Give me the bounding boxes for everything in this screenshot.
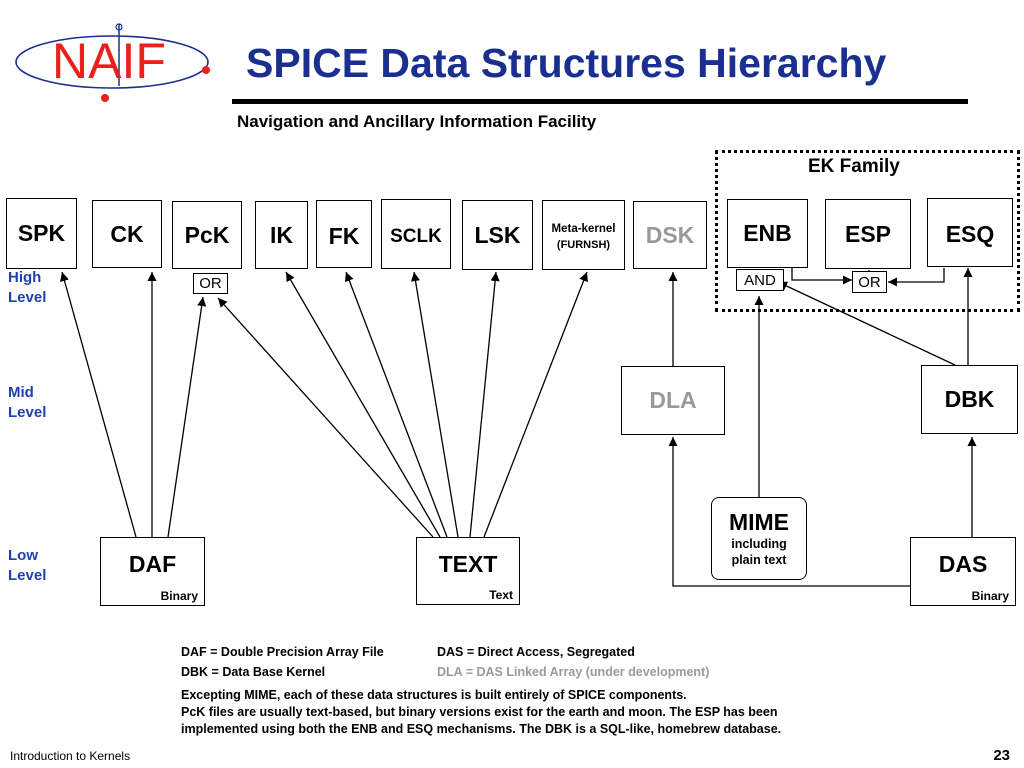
spk-label: SPK xyxy=(17,220,66,246)
enb-box xyxy=(727,199,808,268)
pck-or-box xyxy=(193,273,228,294)
ck-label: CK xyxy=(110,220,144,247)
sclk-box xyxy=(381,199,451,269)
footer-title: Introduction to Kernels xyxy=(10,749,131,763)
lsk-label: LSK xyxy=(474,221,521,248)
arrow-text-sclk xyxy=(414,272,458,537)
ik-label: IK xyxy=(270,221,293,248)
dla-label: DLA xyxy=(649,387,697,413)
page-number: 23 xyxy=(993,747,1010,764)
mime-sublabel-2: plain text xyxy=(731,553,787,567)
legend-daf: DAF = Double Precision Array File xyxy=(181,645,384,659)
note-line-1: Excepting MIME, each of these data structures is built entirely of SPICE components. xyxy=(181,688,687,702)
ek-or-box xyxy=(852,271,887,293)
esq-box xyxy=(927,198,1013,267)
level-label-high: High Level xyxy=(8,269,47,306)
dsk-box xyxy=(633,201,707,269)
logo-text: NAIF xyxy=(52,33,166,89)
dbk-label: DBK xyxy=(944,386,995,412)
esp-label: ESP xyxy=(844,220,892,247)
ck-box xyxy=(92,200,162,268)
legend-dla: DLA = DAS Linked Array (under development) xyxy=(437,665,710,679)
arrow-daf-pck xyxy=(168,297,203,537)
das-label: DAS xyxy=(938,551,988,577)
footnotes xyxy=(181,687,981,738)
esp-box xyxy=(825,199,911,269)
meta-kernel-label: Meta-kernel xyxy=(551,223,616,235)
and-box xyxy=(736,269,784,291)
pck-box xyxy=(172,201,242,269)
page-title: SPICE Data Structures Hierarchy xyxy=(246,40,887,86)
dla-box xyxy=(621,366,725,435)
arrow-text-lsk xyxy=(470,272,496,537)
arrow-text-ik xyxy=(286,272,440,537)
ik-box xyxy=(255,201,308,269)
das-box xyxy=(910,537,1016,606)
and-label: AND xyxy=(744,271,776,289)
enb-label: ENB xyxy=(743,220,792,246)
spk-box xyxy=(6,198,77,269)
text-sublabel: Text xyxy=(489,588,513,602)
text-label: TEXT xyxy=(438,550,498,577)
meta-kernel-sublabel: (FURNSH) xyxy=(556,239,611,251)
pck-label: PcK xyxy=(184,221,230,248)
level-label-mid: Mid Level xyxy=(8,384,47,421)
ek-family-label: EK Family xyxy=(808,156,900,177)
mime-box xyxy=(711,497,807,580)
meta-kernel-box xyxy=(542,200,625,270)
note-line-2: PcK files are usually text-based, but binary versions exist for the earth and moon. The ESP has been xyxy=(181,705,778,719)
dbk-box xyxy=(921,365,1018,434)
arrow-text-pck xyxy=(218,298,433,537)
legend-dbk: DBK = Data Base Kernel xyxy=(181,665,326,679)
ek-or-label: OR xyxy=(858,273,881,291)
lsk-box xyxy=(462,200,533,270)
pck-or-label: OR xyxy=(199,275,222,292)
dsk-label: DSK xyxy=(645,221,695,248)
mime-label: MIME xyxy=(728,509,790,535)
esq-label: ESQ xyxy=(945,221,995,247)
fk-box xyxy=(316,200,372,268)
das-sublabel: Binary xyxy=(971,589,1009,603)
daf-box xyxy=(100,537,205,606)
arrow-text-metakernel xyxy=(484,272,587,537)
sclk-label: SCLK xyxy=(390,226,442,247)
daf-sublabel: Binary xyxy=(160,589,198,603)
level-label-low: Low Level xyxy=(8,547,47,584)
mime-sublabel-1: including xyxy=(731,537,787,551)
text-box xyxy=(416,537,520,605)
daf-label: DAF xyxy=(128,551,177,577)
arrow-daf-spk xyxy=(62,272,136,537)
fk-label: FK xyxy=(328,223,360,249)
note-line-3: implemented using both the ENB and ESQ mechanisms. The DBK is a SQL-like, homebrew database. xyxy=(181,722,782,736)
page-subtitle: Navigation and Ancillary Information Facility xyxy=(237,112,597,131)
legend-das: DAS = Direct Access, Segregated xyxy=(437,645,635,659)
